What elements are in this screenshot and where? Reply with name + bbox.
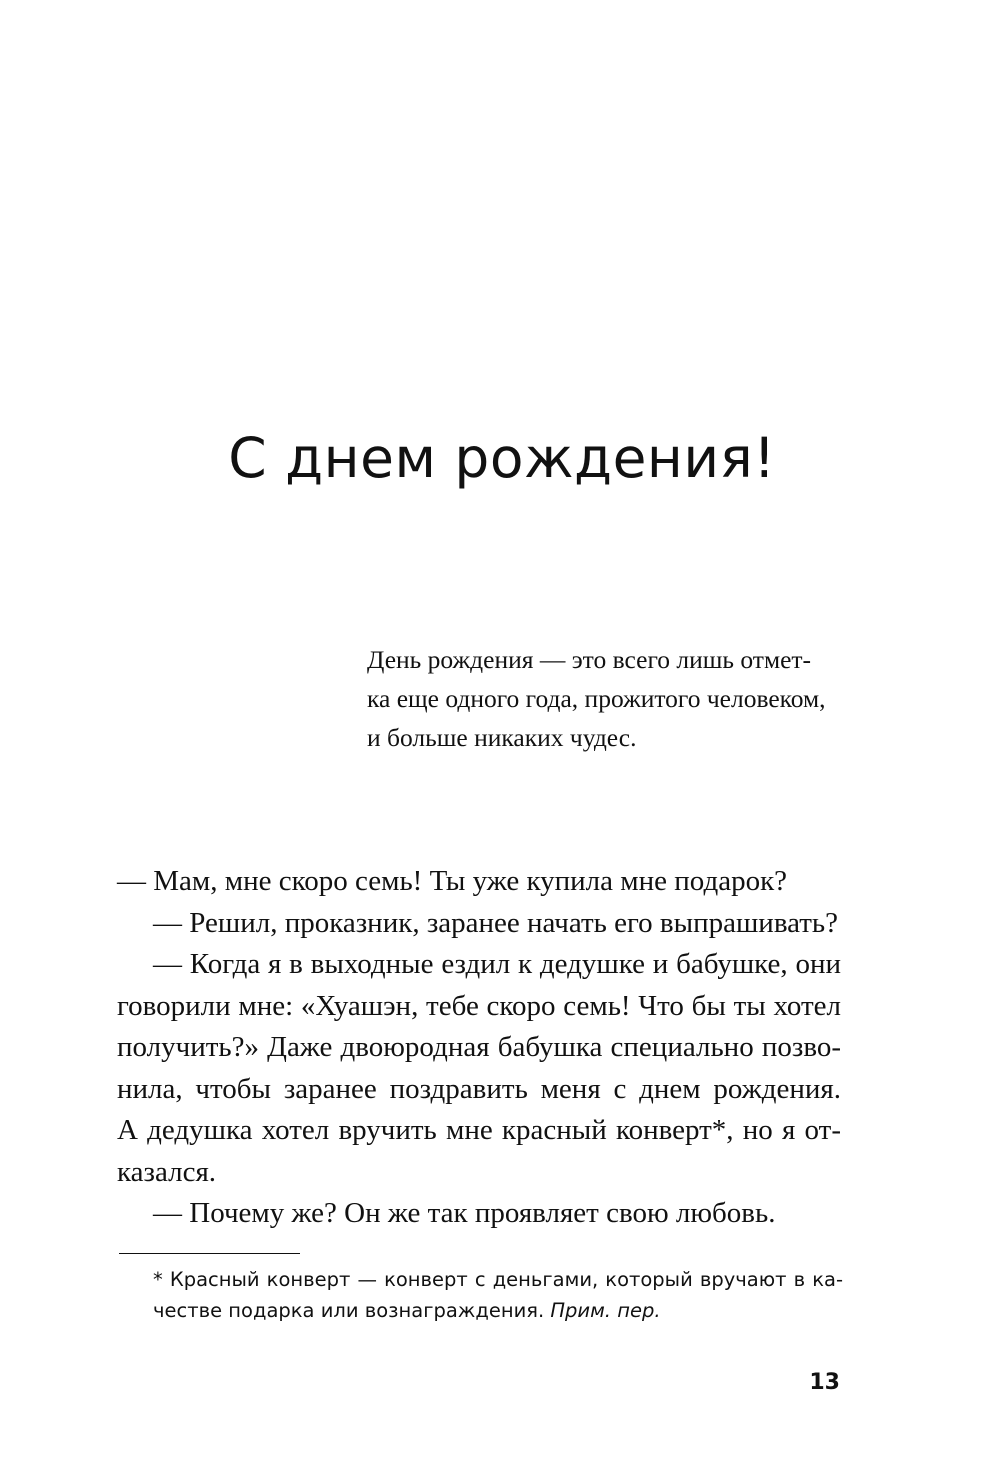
footnote-line [153, 1295, 843, 1326]
body-line: говорили мне: «Хуашэн, тебе скоро семь! Что бы ты хотел [117, 989, 841, 1022]
body-line: — Когда я в выходные ездил к дедушке и бабушке, они [153, 948, 841, 980]
body-line: — Решил, проказник, заранее начать его выпрашивать? [153, 906, 839, 939]
body-line: казался. [117, 1155, 217, 1188]
chapter-title: С днем рождения! [228, 426, 776, 490]
body-line: А дедушка хотел вручить мне красный конверт*, но я от- [117, 1114, 841, 1146]
body-text [117, 861, 841, 1235]
page-number: 13 [809, 1370, 840, 1395]
body-line: получить?» Даже двоюродная бабушка специально позво- [117, 1031, 841, 1063]
body-line: — Почему же? Он же так проявляет свою любовь. [153, 1197, 776, 1229]
body-line: — Мам, мне скоро семь! Ты уже купила мне подарок? [117, 865, 788, 897]
footnote-divider [119, 1253, 300, 1254]
epigraph-line: День рождения — это всего лишь отмет- [367, 645, 812, 674]
footnote [153, 1264, 843, 1326]
footnote-text: честве подарка или вознаграждения. [153, 1299, 545, 1322]
body-line: нила, чтобы заранее поздравить меня с днем рождения. [117, 1072, 841, 1105]
footnote-line: * Красный конверт — конверт с деньгами, который вручают в ка- [153, 1268, 843, 1291]
epigraph-line: и больше никаких чудес. [367, 723, 637, 752]
translator-note: Прим. пер. [550, 1299, 661, 1322]
epigraph [367, 640, 847, 757]
epigraph-line: ка еще одного года, прожитого человеком, [367, 684, 826, 713]
